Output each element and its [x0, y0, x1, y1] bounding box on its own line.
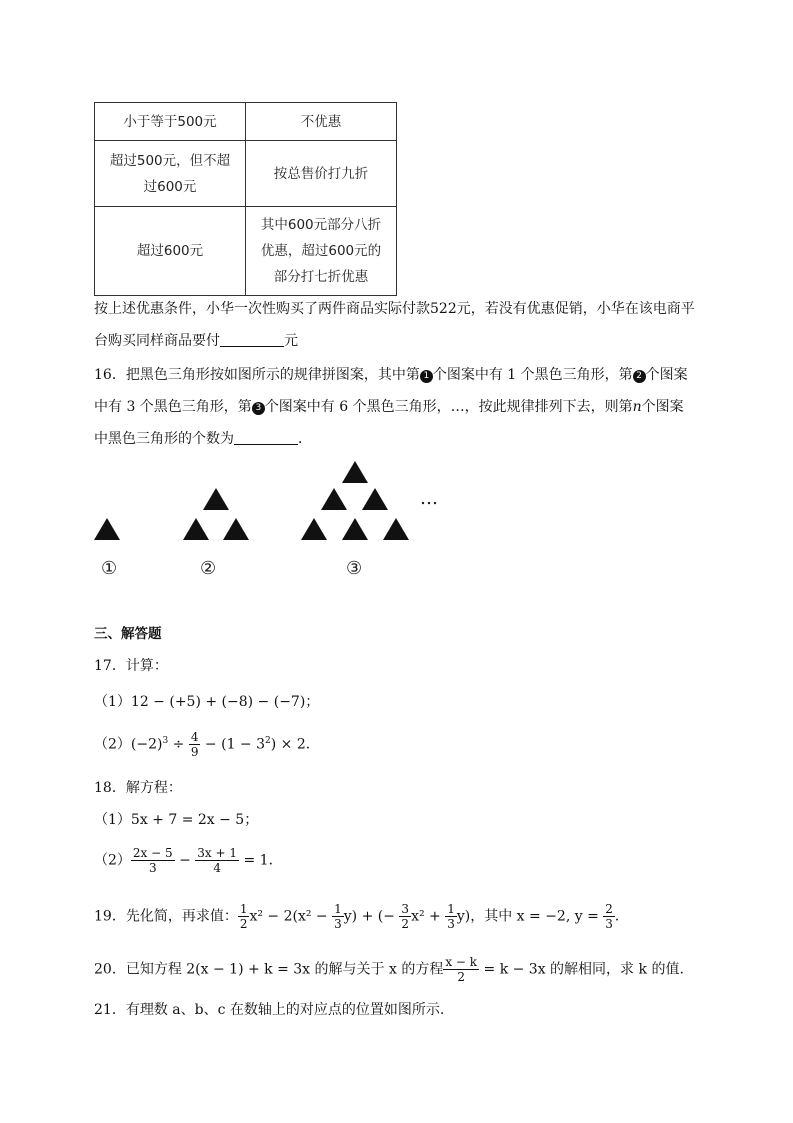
table-cell: 不优惠 — [246, 103, 397, 141]
expr: x² − 2(x² − — [249, 908, 333, 925]
q16-text: 中黑色三角形的个数为 — [94, 431, 234, 447]
q16-text: 16．把黑色三角形按如图所示的规律拼图案，其中第 — [94, 367, 420, 383]
black-triangle — [183, 518, 209, 540]
expr: y)，其中 x = −2, y = — [456, 908, 604, 925]
fraction: $\frac{2x - 5}{3}$ — [132, 846, 173, 875]
table-cell: 小于等于500元 — [95, 103, 246, 141]
expr: = 1． — [239, 852, 283, 869]
q16-text: 个图案 — [645, 367, 688, 383]
q18-part2 — [94, 846, 283, 875]
table-cell: 超过600元 — [95, 207, 246, 296]
fraction: $\frac{2}{3}$ — [605, 902, 613, 931]
black-triangle — [94, 518, 120, 540]
q17-part1: （1）12 − (+5) + (−8) − (−7)； — [94, 694, 320, 710]
black-triangle — [321, 488, 347, 510]
q16-text: 个图案 — [641, 399, 684, 415]
fraction: $\frac{1}{2}$ — [239, 902, 248, 931]
expr: （2）(−2) — [94, 736, 163, 753]
q15-line1: 按上述优惠条件，小华一次性购买了两件商品实际付款522元，若没有优惠促销，小华在该电商平 — [94, 301, 695, 317]
label: （2） — [94, 852, 131, 869]
expr: ． — [614, 908, 629, 925]
q20 — [94, 955, 684, 984]
answer-blank — [234, 430, 298, 445]
table-row — [95, 103, 397, 141]
q16-text: 中有 3 个黑色三角形，第 — [94, 399, 252, 415]
expr: − (1 − 3 — [200, 736, 266, 753]
answer-blank — [220, 332, 284, 347]
circled-number: 2 — [633, 370, 646, 383]
q20-text: 20．已知方程 2(x − 1) + k = 3x 的解与关于 x 的方程 — [94, 961, 444, 978]
table-row — [95, 141, 397, 207]
q21: 21．有理数 a、b、c 在数轴上的对应点的位置如图所示. — [94, 1002, 445, 1018]
expr: ÷ — [168, 736, 189, 753]
variable-n: n — [632, 399, 642, 415]
q16-text: ． — [298, 431, 312, 447]
circled-number: 3 — [252, 402, 265, 415]
table-cell: 超过500元，但不超 过600元 — [95, 141, 246, 207]
q18-part1: （1）5x + 7 = 2x − 5； — [94, 812, 259, 828]
caption-1: ① — [101, 558, 118, 579]
black-triangle — [362, 488, 388, 510]
circled-number: 1 — [420, 370, 433, 383]
q19-text: 19．先化简，再求值： — [94, 908, 238, 925]
fraction: $\frac{1}{3}$ — [447, 902, 455, 931]
expr: − — [174, 852, 196, 869]
section-heading: 三、解答题 — [94, 626, 162, 642]
black-triangle — [223, 518, 249, 540]
q15-line2 — [94, 331, 298, 351]
discount-table — [94, 102, 397, 296]
black-triangle — [342, 518, 368, 540]
table-row — [95, 207, 397, 296]
table-cell: 其中600元部分八折 优惠，超过600元的 部分打七折优惠 — [246, 207, 397, 296]
exponent: 3 — [162, 735, 169, 746]
q19 — [94, 902, 629, 931]
q18-title: 18．解方程： — [94, 780, 182, 796]
table-cell: 按总售价打九折 — [246, 141, 397, 207]
q17-part2 — [94, 730, 320, 759]
expr: ) × 2． — [270, 736, 320, 753]
fraction: $\frac{4}{9}$ — [190, 730, 199, 759]
fraction: $\frac{x - k}{2}$ — [445, 955, 478, 984]
caption-3: ③ — [346, 558, 363, 579]
fraction: $\frac{3x + 1}{4}$ — [197, 846, 238, 875]
ellipsis: … — [420, 488, 438, 509]
q16-text: 个图案中有 6 个黑色三角形，…，按此规律排列下去，则第 — [264, 399, 633, 415]
q15-unit: 元 — [284, 333, 298, 349]
triangle-pattern-figure — [90, 455, 450, 547]
expr: x² + — [411, 908, 446, 925]
fraction: $\frac{1}{3}$ — [334, 902, 342, 931]
black-triangle — [342, 461, 368, 483]
expr: y) + (− — [343, 908, 400, 925]
q20-text: = k − 3x 的解相同，求 k 的值. — [479, 961, 684, 978]
q16-line1 — [94, 365, 688, 385]
q17-title: 17．计算： — [94, 658, 168, 674]
black-triangle — [301, 518, 327, 540]
exponent: 2 — [265, 735, 271, 746]
fraction: $\frac{3}{2}$ — [401, 902, 410, 931]
q16-line2 — [94, 397, 684, 417]
q15-text: 台购买同样商品要付 — [94, 333, 220, 349]
caption-2: ② — [200, 558, 217, 579]
q16-line3 — [94, 429, 312, 449]
black-triangle — [203, 488, 229, 510]
black-triangle — [383, 518, 409, 540]
q16-text: 个图案中有 1 个黑色三角形，第 — [432, 367, 633, 383]
